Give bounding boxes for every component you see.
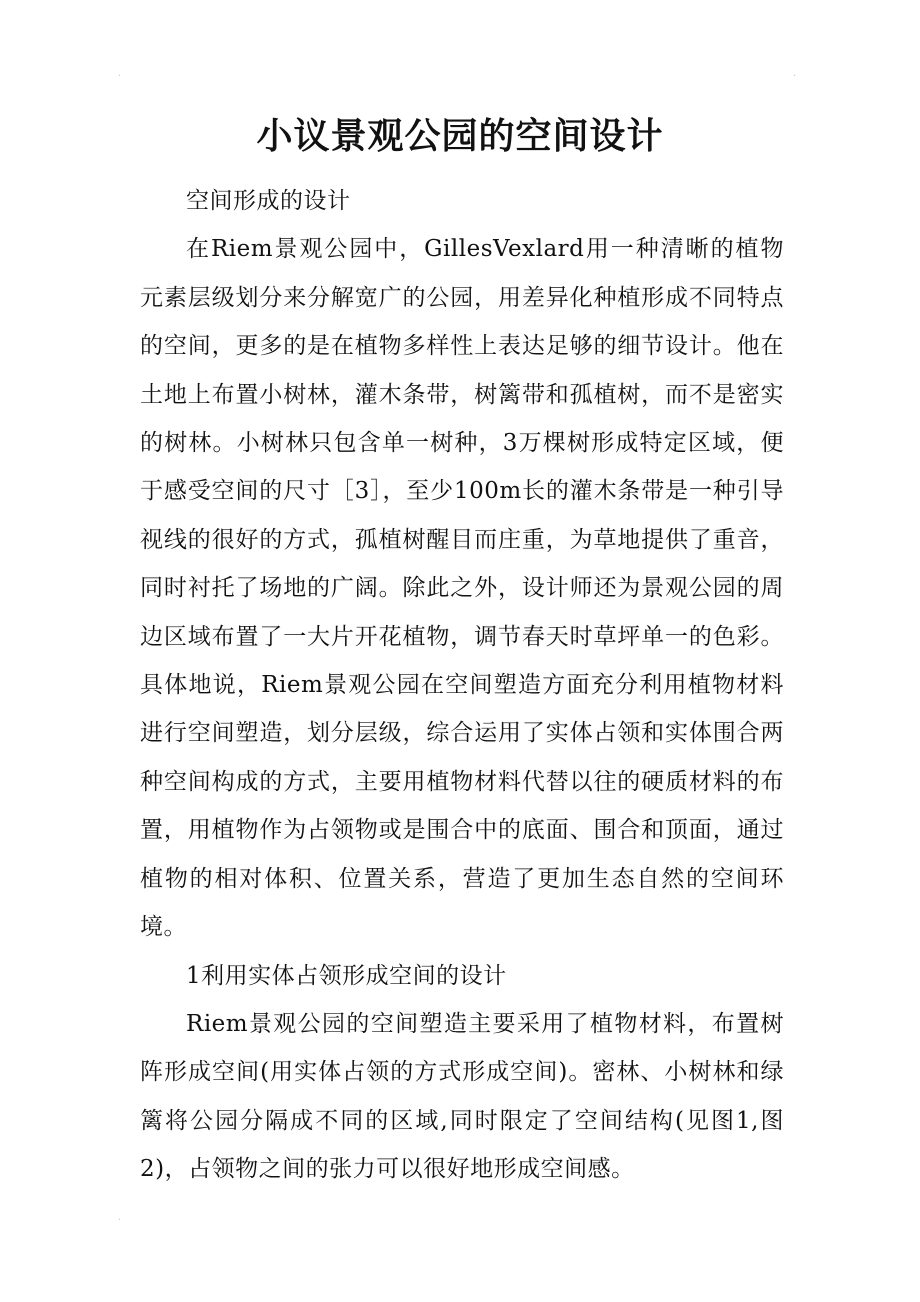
corner-mark: . bbox=[118, 68, 122, 79]
corner-mark: . bbox=[793, 68, 797, 79]
subsection-heading: 1利用实体占领形成空间的设计 bbox=[186, 962, 507, 989]
document-title: 小议景观公园的空间设计 bbox=[256, 115, 664, 157]
body-paragraph: Riem景观公园的空间塑造主要采用了植物材料，布置树阵形成空间(用实体占领的方式形成空间)。密林、小树林和绿篱将公园分隔成不同的区域,同时限定了空间结构(见图1,图2)，占领物之间的张力可以很好地形成空间感。 bbox=[140, 1010, 784, 1183]
section-heading: 空间形成的设计 bbox=[186, 188, 351, 214]
corner-mark: . bbox=[118, 1212, 122, 1223]
body-paragraph: 在Riem景观公园中，GillesVexlard用一种清晰的植物元素层级划分来分解宽广的公园，用差异化种植形成不同特点的空间，更多的是在植物多样性上表达足够的细节设计。他在土地上布置小树林，灌木条带，树篱带和孤植树，而不是密实的树林。小树林只包含单一树种，3万棵树形成特定区域，便于感受空间的尺寸［3］，至少100m长的灌木条带是一种引导视线的很好的方式，孤植树醒目而庄重，为草地提供了重音，同时衬托了场地的广阔。除此之外，设计师还为景观公园的周边区域布置了一大片开花植物，调节春天时草坪单一的色彩。具体地说，Riem景观公园在空间塑造方面充分利用植物材料进行空间塑造，划分层级，综合运用了实体占领和实体围合两种空间构成的方式，主要用植物材料代替以往的硬质材料的布置，用植物作为占领物或是围合中的底面、围合和顶面，通过植物的相对体积、位置关系，营造了更加生态自然的空间环境。 bbox=[140, 236, 784, 941]
document-body bbox=[140, 177, 784, 1194]
